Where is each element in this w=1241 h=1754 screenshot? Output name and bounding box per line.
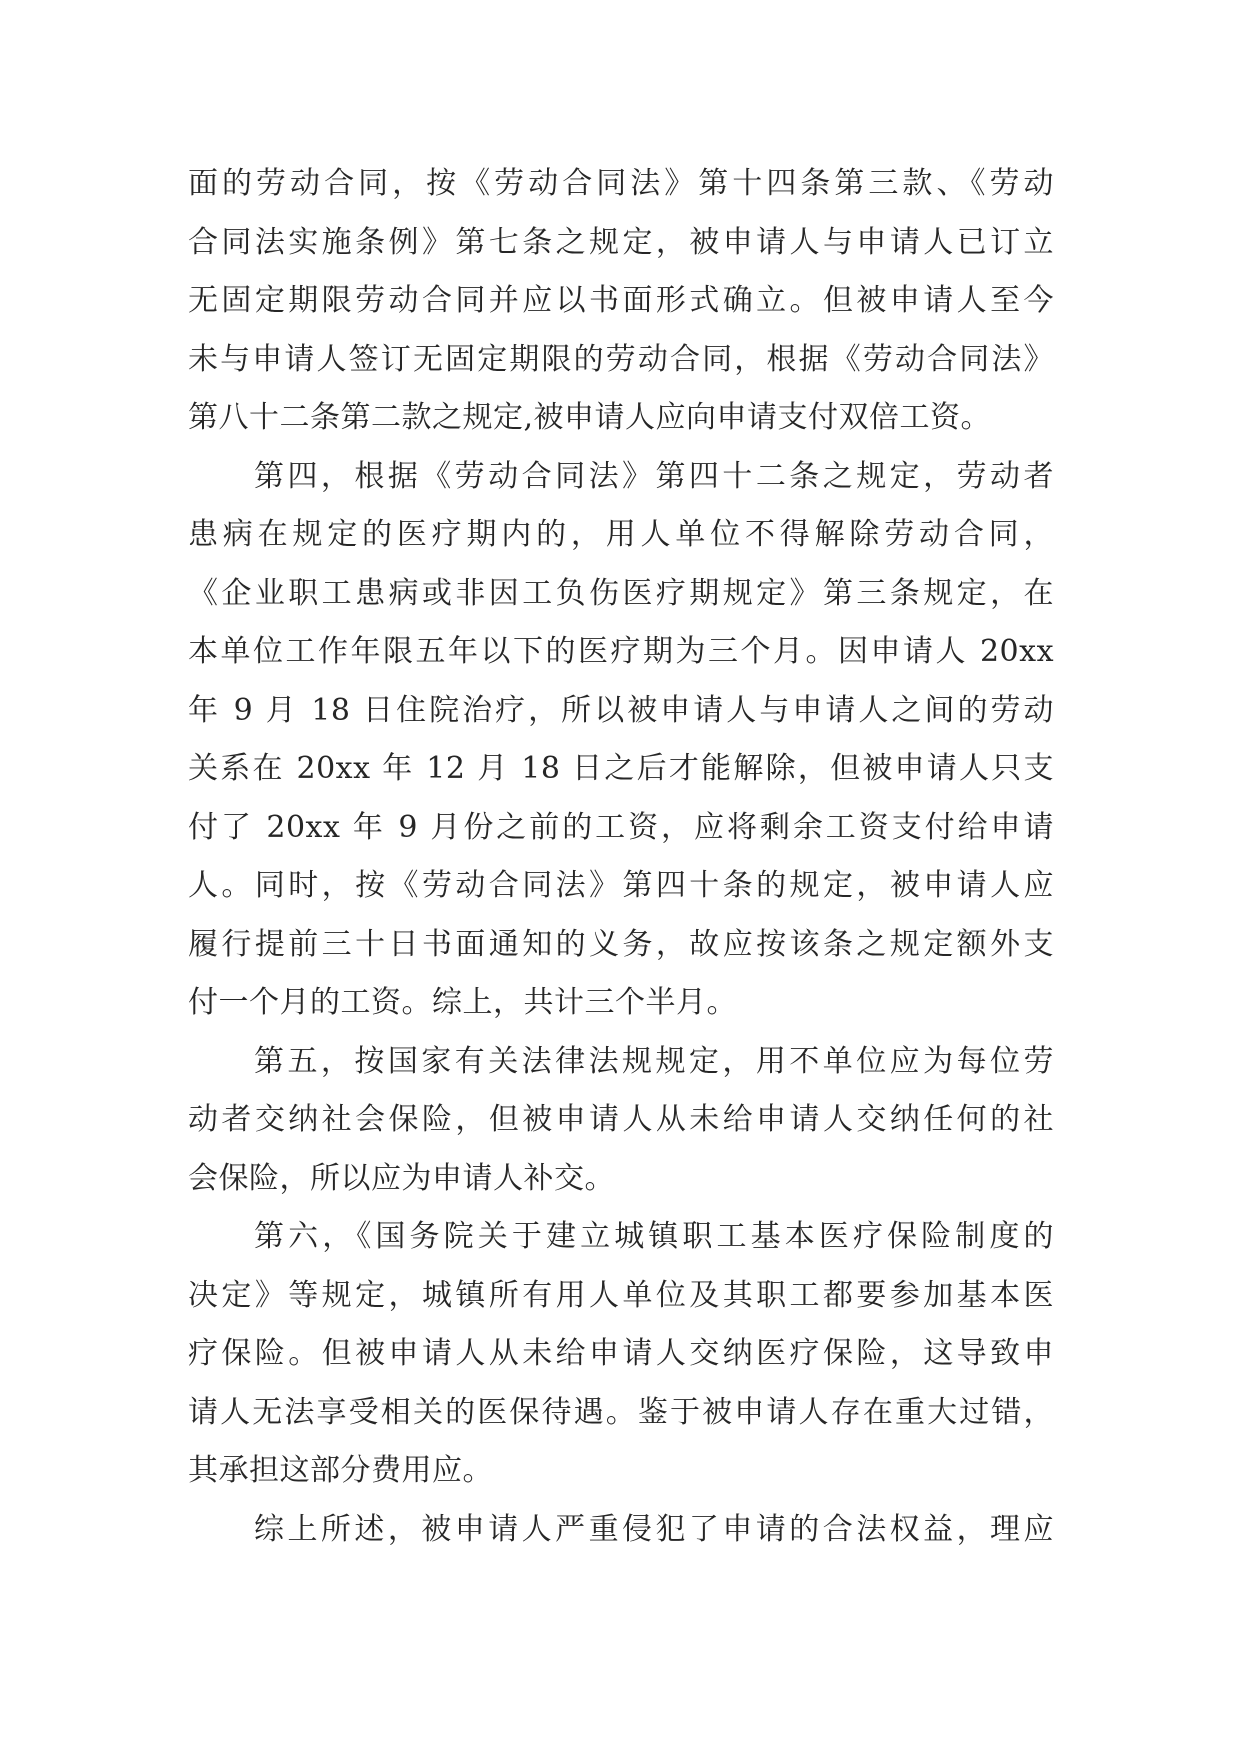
text-line: 动者交纳社会保险，但被申请人从未给申请人交纳任何的社 xyxy=(188,1102,1054,1137)
text-line: 合同法实施条例》第七条之规定，被申请人与申请人已订立 xyxy=(188,224,1054,260)
text-line: 决定》等规定，城镇所有用人单位及其职工都要参加基本医 xyxy=(188,1277,1054,1313)
text-line: 第八十二条第二款之规定,被申请人应向申请支付双倍工资。 xyxy=(188,400,992,435)
paragraph-start-line: 第四，根据《劳动合同法》第四十二条之规定，劳动者 xyxy=(254,458,1054,494)
text-line: 会保险，所以应为申请人补交。 xyxy=(188,1160,615,1196)
document-body xyxy=(188,155,1054,1559)
text-line: 年 9 月 18 日住院治疗，所以被申请人与申请人之间的劳动 xyxy=(188,692,1054,728)
text-line: 面的劳动合同，按《劳动合同法》第十四条第三款、《劳动 xyxy=(188,166,1054,201)
text-line: 请人无法享受相关的医保待遇。鉴于被申请人存在重大过错， xyxy=(188,1394,1054,1430)
text-line: 人。同时，按《劳动合同法》第四十条的规定，被申请人应 xyxy=(188,868,1054,903)
text-line: 关系在 20xx 年 12 月 18 日之后才能解除，但被申请人只支 xyxy=(188,751,1054,786)
text-line: 无固定期限劳动合同并应以书面形式确立。但被申请人至今 xyxy=(188,283,1054,318)
text-line: 付了 20xx 年 9 月份之前的工资，应将剩余工资支付给申请 xyxy=(188,809,1054,845)
text-line: 患病在规定的医疗期内的，用人单位不得解除劳动合同， xyxy=(188,517,1054,552)
text-line: 履行提前三十日书面通知的义务，故应按该条之规定额外支 xyxy=(188,926,1054,962)
text-line: 《企业职工患病或非因工负伤医疗期规定》第三条规定，在 xyxy=(188,575,1054,611)
paragraph-start-line: 综上所述，被申请人严重侵犯了申请的合法权益，理应 xyxy=(254,1511,1054,1547)
paragraph-start-line: 第五，按国家有关法律法规规定，用不单位应为每位劳 xyxy=(254,1043,1054,1079)
text-line: 疗保险。但被申请人从未给申请人交纳医疗保险，这导致申 xyxy=(188,1336,1054,1371)
paragraph-start-line: 第六，《国务院关于建立城镇职工基本医疗保险制度的 xyxy=(254,1219,1054,1254)
text-line: 其承担这部分费用应。 xyxy=(188,1453,493,1488)
text-line: 本单位工作年限五年以下的医疗期为三个月。因申请人 20xx xyxy=(188,634,1054,669)
text-line: 付一个月的工资。综上，共计三个半月。 xyxy=(188,985,737,1020)
text-line: 未与申请人签订无固定期限的劳动合同，根据《劳动合同法》 xyxy=(188,341,1054,377)
